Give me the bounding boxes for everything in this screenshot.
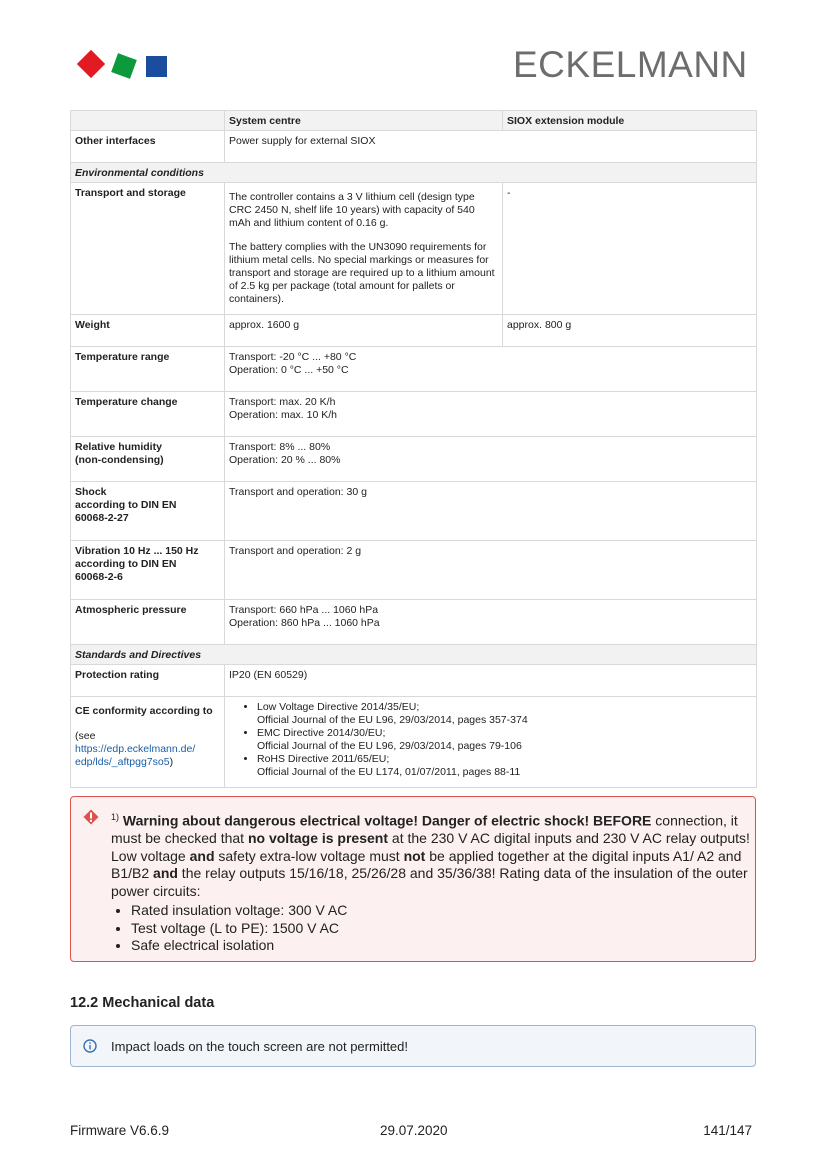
warning-text (111, 809, 751, 955)
company-logo-icon (74, 50, 174, 82)
warning-text-part: the relay outputs 15/16/18, 25/26/28 and 35/36/38! Rating data of the insulation of the outer power circuits: (111, 865, 748, 899)
row-label-relative-humidity (71, 437, 225, 482)
directive-detail: Official Journal of the EU L96, 29/03/2014, pages 357-374 (257, 714, 528, 726)
row-label-shock (71, 482, 225, 541)
directive-title: Low Voltage Directive 2014/35/EU; (257, 701, 420, 713)
shock-label-line3: 60068-2-27 (75, 512, 129, 524)
row-label-transport-storage: Transport and storage (71, 183, 225, 315)
directive-title: EMC Directive 2014/30/EU; (257, 727, 386, 739)
list-item: • Safe electrical isolation (131, 937, 751, 955)
ce-see-reference (75, 730, 220, 769)
protection-rating-value: IP20 (EN 60529) (225, 665, 757, 697)
ce-link-line1: https://edp.eckelmann.de/ (75, 743, 196, 755)
warning-headline: Warning about dangerous electrical voltage! Danger of electric shock! BEFORE (122, 812, 652, 829)
temperature-change-operation: Operation: max. 10 K/h (229, 409, 337, 421)
warning-footnote-marker: 1) (111, 812, 120, 822)
list-item: • Test voltage (L to PE): 1500 V AC (131, 920, 751, 938)
logo-red-square (77, 50, 105, 78)
footer-firmware: Firmware V6.6.9 (70, 1123, 170, 1138)
weight-system-value: approx. 1600 g (225, 315, 503, 347)
row-label-other-interfaces: Other interfaces (71, 131, 225, 163)
transport-storage-system-value (225, 183, 503, 315)
warning-text-part: be applied together at the digital inputs A1/ A2 and B1/B2 (111, 847, 742, 882)
section-row-standards (71, 645, 757, 665)
temperature-range-transport: Transport: -20 °C ... +80 °C (229, 351, 357, 363)
ce-see-close: ) (169, 756, 174, 768)
table-header-row (71, 111, 757, 131)
row-label-ce-conformity (71, 697, 225, 788)
table-row (71, 600, 757, 645)
warning-emphasis: not (403, 847, 426, 864)
table-row (71, 665, 757, 697)
warning-emphasis: no voltage is present (247, 830, 389, 847)
section-row-environmental (71, 163, 757, 183)
atmospheric-pressure-value (225, 600, 757, 645)
temperature-change-transport: Transport: max. 20 K/h (229, 396, 336, 408)
table-row (71, 315, 757, 347)
table-row (71, 131, 757, 163)
humidity-label-line2: (non-condensing) (75, 454, 164, 466)
relative-humidity-value (225, 437, 757, 482)
header-empty-cell (71, 111, 225, 131)
temperature-range-operation: Operation: 0 °C ... +50 °C (229, 364, 349, 376)
list-item (257, 727, 752, 753)
un3090-paragraph: The battery complies with the UN3090 requirements for lithium metal cells. No special markings or measures for transport and storage are required up to a lithium amount of 2.5 kg per package (total amount for pallets or containers). (229, 241, 495, 305)
electrical-warning-box (70, 796, 756, 962)
row-label-temperature-change: Temperature change (71, 392, 225, 437)
insulation-rating-list (111, 902, 751, 955)
other-interfaces-value: Power supply for external SIOX (225, 131, 757, 163)
pressure-transport: Transport: 660 hPa ... 1060 hPa (229, 604, 379, 616)
directive-detail: Official Journal of the EU L96, 29/03/2014, pages 79-106 (257, 740, 522, 752)
row-label-protection-rating: Protection rating (71, 665, 225, 697)
row-label-vibration (71, 541, 225, 600)
list-item (257, 701, 752, 727)
list-item (257, 753, 752, 779)
table-row (71, 183, 757, 315)
warning-diamond-icon (83, 809, 99, 825)
row-label-temperature-range: Temperature range (71, 347, 225, 392)
ce-declaration-link[interactable] (75, 743, 195, 768)
temperature-range-value (225, 347, 757, 392)
humidity-transport: Transport: 8% ... 80% (229, 441, 331, 453)
section-standards-directives: Standards and Directives (71, 645, 757, 665)
section-environmental-conditions: Environmental conditions (71, 163, 757, 183)
warning-text-part: connection, it must be checked that (111, 812, 738, 847)
header-system-centre: System centre (225, 111, 503, 131)
warning-emphasis: and (189, 847, 215, 864)
table-row (71, 541, 757, 600)
table-row (71, 392, 757, 437)
vibration-label-line2: according to DIN EN (75, 558, 177, 570)
logo-green-square (111, 53, 137, 79)
info-note-box (70, 1025, 756, 1067)
shock-label-line1: Shock (75, 486, 107, 498)
brand-name: ECKELMANN (513, 44, 748, 85)
table-row (71, 437, 757, 482)
shock-label-line2: according to DIN EN (75, 499, 177, 511)
row-label-weight: Weight (71, 315, 225, 347)
directive-detail: Official Journal of the EU L174, 01/07/2011, pages 88-11 (257, 766, 521, 778)
table-row (71, 482, 757, 541)
pressure-operation: Operation: 860 hPa ... 1060 hPa (229, 617, 380, 629)
directive-title: RoHS Directive 2011/65/EU; (257, 753, 390, 765)
humidity-label-line1: Relative humidity (75, 441, 162, 453)
header-siox-module: SIOX extension module (503, 111, 757, 131)
ce-directives-value (225, 697, 757, 788)
logo-blue-square (146, 56, 167, 77)
info-note-text: Impact loads on the touch screen are not permitted! (111, 1039, 409, 1054)
warning-text-part: safety extra-low voltage must (214, 847, 404, 864)
vibration-value: Transport and operation: 2 g (225, 541, 757, 600)
humidity-operation: Operation: 20 % ... 80% (229, 454, 341, 466)
section-heading: 12.2 Mechanical data (70, 995, 215, 1011)
warning-text-part: at the 230 V AC digital inputs and 230 V AC relay outputs! Low voltage (111, 830, 750, 864)
weight-siox-value: approx. 800 g (503, 315, 757, 347)
ce-see-open: (see (75, 730, 96, 742)
shock-value: Transport and operation: 30 g (225, 482, 757, 541)
footer-date: 29.07.2020 (380, 1123, 448, 1138)
table-row (71, 697, 757, 788)
row-label-atmospheric-pressure: Atmospheric pressure (71, 600, 225, 645)
temperature-change-value (225, 392, 757, 437)
warning-emphasis: and (153, 865, 178, 882)
ce-link-line2: edp/lds/_aftpgg7so5 (75, 756, 170, 768)
info-icon (83, 1039, 97, 1053)
list-item: • Rated insulation voltage: 300 V AC (131, 902, 751, 920)
specification-table (70, 110, 757, 788)
battery-paragraph: The controller contains a 3 V lithium cell (design type CRC 2450 N, shelf life 10 years) with capacity of 540 mAh and lithium content of 0.16 g. (229, 191, 475, 229)
vibration-label-line3: 60068-2-6 (75, 571, 123, 583)
footer-page-number: 141/147 (703, 1123, 752, 1138)
directives-list (229, 701, 752, 779)
table-row (71, 347, 757, 392)
ce-label: CE conformity according to (75, 705, 213, 717)
transport-storage-siox-value: - (503, 183, 757, 315)
vibration-label-line1: Vibration 10 Hz ... 150 Hz (75, 545, 199, 557)
